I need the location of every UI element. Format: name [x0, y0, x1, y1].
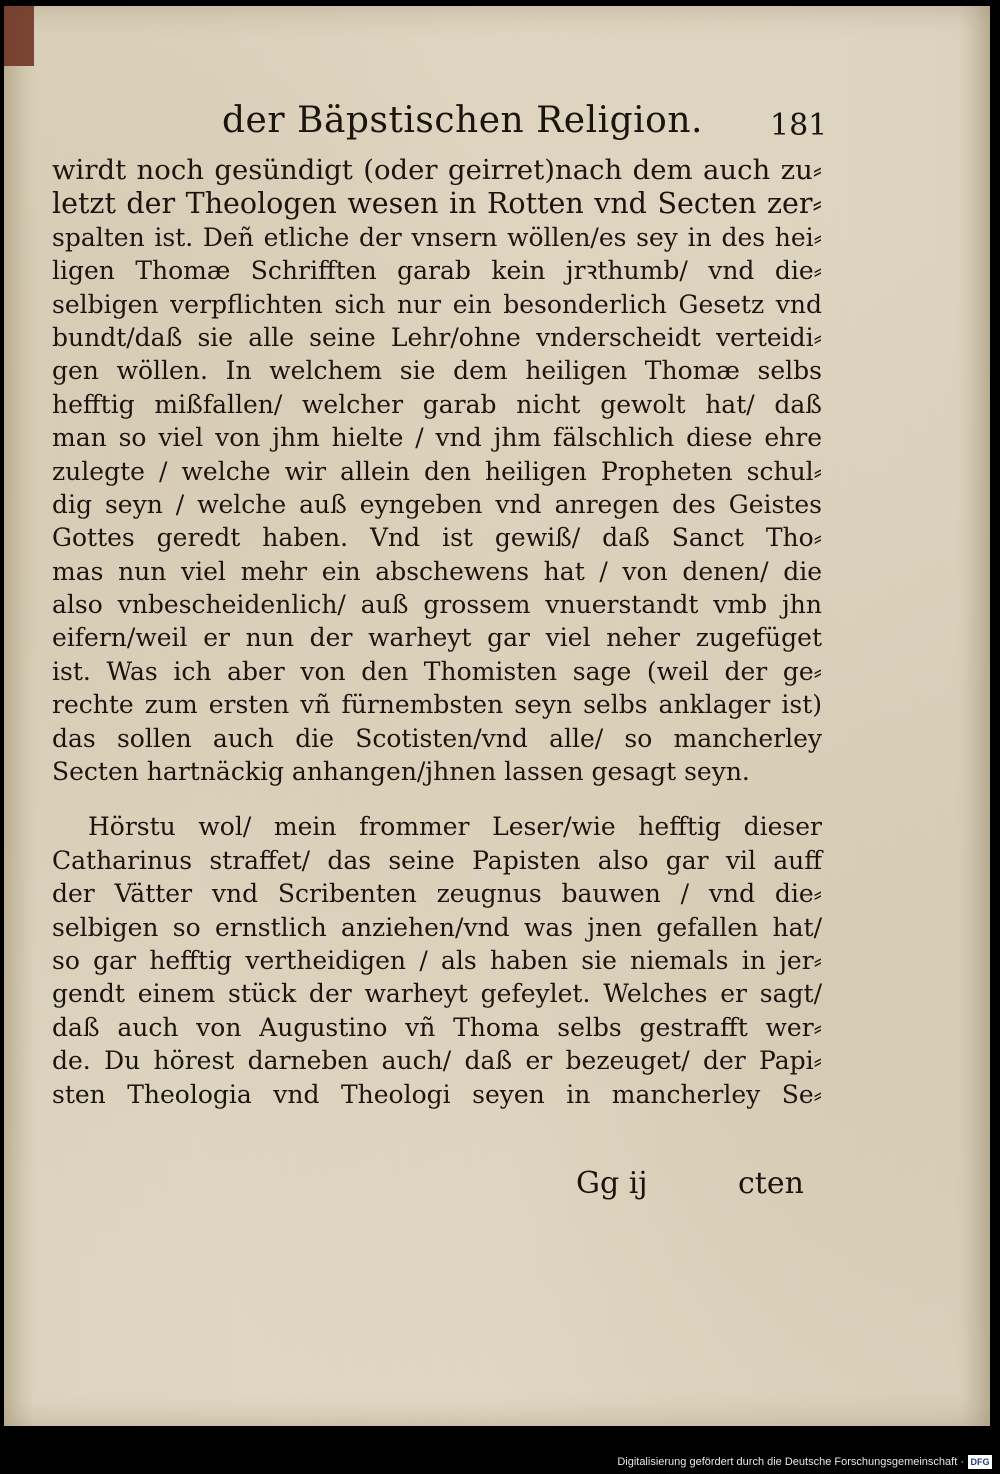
paragraph-2 [52, 810, 822, 1111]
text-line: wirdt noch gesündigt (oder geirret)nach dem auch zu⸗ [52, 154, 822, 186]
text-line: hefftig mißfallen/ welcher garab nicht gewolt hat/ daß [52, 389, 822, 419]
text-line: der Vätter vnd Scribenten zeugnus bauwen / vnd die⸗ [52, 879, 822, 909]
text-line: ligen Thomæ Schrifften garab kein jrꝛthumb/ vnd die⸗ [52, 256, 822, 286]
text-line: das sollen auch die Scotisten/vnd alle/ so mancherley [52, 723, 822, 753]
catchword-row [0, 1166, 1000, 1206]
text-line: mas nun viel mehr ein abschewens hat / von denen/ die [52, 556, 822, 586]
funding-notice: Digitalisierung gefördert durch die Deutsche Forschungsgemeinschaft · [617, 1456, 964, 1468]
text-line: letzt der Theologen wesen in Rotten vnd Secten zer⸗ [52, 187, 822, 221]
text-line: Gottes geredt haben. Vnd ist gewiß/ daß Sanct Tho⸗ [52, 523, 822, 553]
text-line: rechte zum ersten vñ fürnembsten seyn selbs anklager ist) [52, 690, 822, 720]
paragraph-1 [52, 154, 822, 788]
text-line: de. Du hörest darneben auch/ daß er bezeuget/ der Papi⸗ [52, 1046, 822, 1076]
dfg-logo-icon: DFG [968, 1455, 992, 1469]
text-line: also vnbescheidenlich/ auß grossem vnuerstandt vmb jhn [52, 590, 822, 620]
footer-bar [0, 1426, 1000, 1474]
text-line: bundt/daß sie alle seine Lehr/ohne vnderscheidt verteidi⸗ [52, 322, 822, 352]
text-line: zulegte / welche wir allein den heiligen Propheten schul⸗ [52, 456, 822, 486]
text-line: man so viel von jhm hielte / vnd jhm fälschlich diese ehre [52, 423, 822, 453]
text-line: Catharinus straffet/ das seine Papisten also gar vil auff [52, 845, 822, 875]
text-line: selbigen so ernstlich anziehen/vnd was jnen gefallen hat/ [52, 912, 822, 942]
text-line: so gar hefftig vertheidigen / als haben sie niemals in jer⸗ [52, 945, 822, 975]
text-line: eifern/weil er nun der warheyt gar viel neher zugefüget [52, 623, 822, 653]
text-line: gen wöllen. In welchem sie dem heiligen Thomæ selbs [52, 356, 822, 386]
text-line: dig seyn / welche auß eyngeben vnd anregen des Geistes [52, 489, 822, 519]
page-corner-edge [4, 6, 34, 66]
text-line: Hörstu wol/ mein frommer Leser/wie hefftig dieser [88, 812, 822, 842]
text-line: sten Theologia vnd Theologi seyen in mancherley Se⸗ [52, 1079, 822, 1109]
text-line: ist. Was ich aber von den Thomisten sage (weil der ge⸗ [52, 656, 822, 686]
catchword: cten [738, 1166, 804, 1201]
paragraph-gap [52, 788, 822, 810]
signature-mark: Gg ij [576, 1166, 648, 1201]
text-line: selbigen verpflichten sich nur ein besonderlich Gesetz vnd [52, 289, 822, 319]
text-line: Secten hartnäckig anhangen/jhnen lassen gesagt seyn. [52, 757, 750, 787]
page-number: 181 [770, 108, 828, 143]
running-head: der Bäpstischen Religion. [222, 100, 703, 141]
text-line: daß auch von Augustino vñ Thoma selbs gestrafft wer⸗ [52, 1012, 822, 1042]
text-block [52, 154, 822, 1111]
text-line: spalten ist. Deñ etliche der vnsern wöllen/es sey in des hei⸗ [52, 222, 822, 252]
text-line: gendt einem stück der warheyt gefeylet. Welches er sagt/ [52, 979, 822, 1009]
